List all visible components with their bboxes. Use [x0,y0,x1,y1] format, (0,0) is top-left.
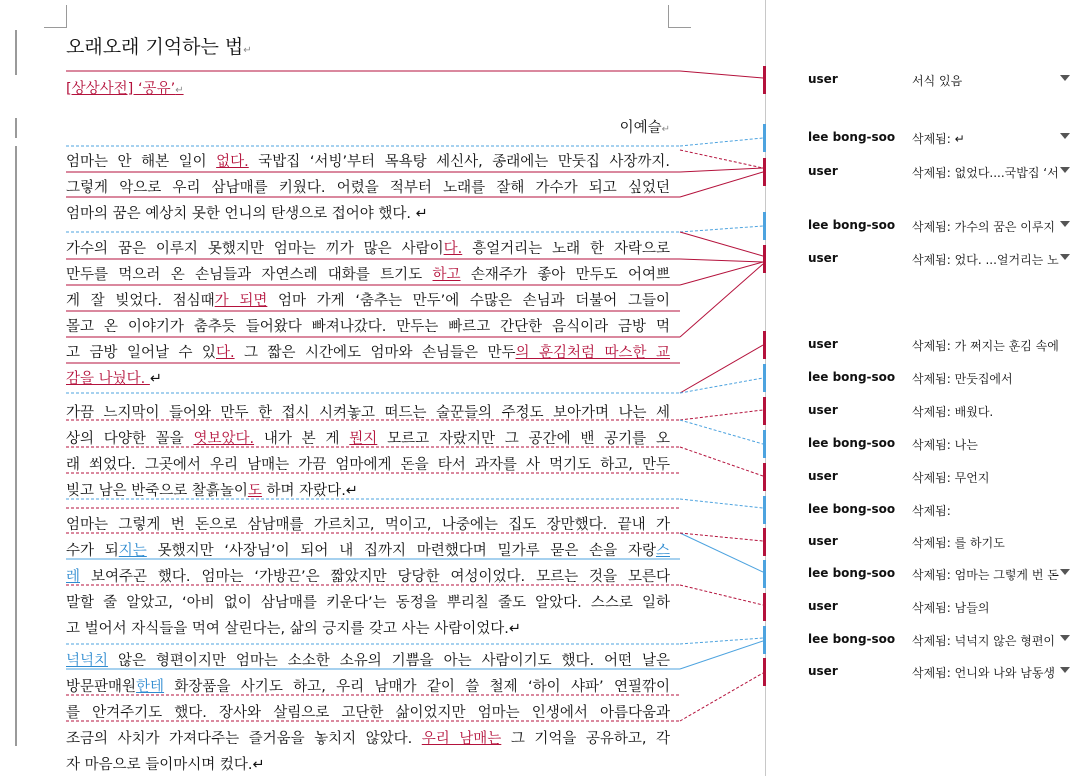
inserted-text: 레 [66,569,81,585]
inserted-text: 다. [443,241,463,257]
revision-marker [763,463,766,491]
chevron-down-icon[interactable] [1060,569,1070,575]
inserted-text: 없다. [216,154,249,170]
text-run: 엄마의 꿈은 예상치 못한 언니의 탄생으로 접어야 했다. ↵ [66,206,428,222]
text-run: 손재주가 좋아 만두도 어여쁘 [460,267,670,283]
revision-marker [763,626,766,654]
text-run: 하며 자랐다.↵ [261,483,358,499]
revision-balloon[interactable] [766,403,1083,425]
inserted-text: 가 되면 [214,293,268,309]
chevron-down-icon[interactable] [1060,635,1070,641]
chevron-down-icon[interactable] [1060,667,1070,673]
text-line[interactable] [66,401,670,422]
text-run: 를 안겨주기도 했다. 장사와 살림으로 고단한 삶이었지만 엄마는 인생에서 아름다움과 [66,705,670,721]
text-run: 수가 되 [66,543,119,559]
revision-marker [763,158,766,186]
text-line[interactable] [66,591,670,612]
text-run: 조금의 사치가 가져다주는 즐거움을 놓치지 않았다. [66,731,422,747]
revision-balloon[interactable] [766,469,1083,491]
revision-marker [763,245,766,273]
text-run: 그 짧은 시간에도 엄마와 손님들은 만두 [234,345,516,361]
inserted-text: 스 [655,543,670,559]
text-line[interactable] [66,565,670,586]
revision-author: user [808,403,838,417]
revision-author: user [808,599,838,613]
text-run: 가수의 꿈은 이루지 못했지만 엄마는 끼가 많은 사람이 [66,241,444,257]
revision-author: user [808,664,838,678]
revision-marker [763,496,766,524]
text-run: 래 쐬었다. 그곳에서 우리 남매는 가끔 엄마에게 돈을 타서 과자를 사 먹기도 하고, 만두 [66,457,670,473]
revision-text: 삭제됨: 를 하기도 [912,536,1005,550]
text-run: 내가 본 게 [254,431,350,447]
text-line[interactable] [66,263,670,284]
revision-text: 삭제됨: 만둣집에서 [912,372,1013,386]
text-line[interactable] [66,341,670,362]
revision-author: lee bong-soo [808,370,896,384]
revision-balloon[interactable] [766,251,1083,273]
revision-text: 삭제됨: 엄마는 그렇게 번 돈 [912,568,1059,582]
revision-author: lee bong-soo [808,218,896,232]
inserted-text: 우리 남매는 [421,731,502,747]
revision-balloon[interactable] [766,370,1083,392]
text-line[interactable] [66,617,670,638]
revision-text: 삭제됨: [912,504,951,518]
revision-marker [763,212,766,240]
revision-marker [763,364,766,392]
text-run: 엄마는 안 해본 일이 [66,154,217,170]
crop-mark-top-right [668,5,691,28]
inserted-text: 지는 [118,543,147,559]
text-line[interactable] [66,237,670,258]
text-line[interactable] [66,367,670,388]
revision-text: 삭제됨: ↵ [912,132,965,146]
text-line[interactable] [66,753,670,774]
revision-marker [763,560,766,588]
document-title[interactable]: 오래오래 기억하는 법↵ [66,36,252,58]
change-bar [15,30,17,75]
revision-author: lee bong-soo [808,632,896,646]
text-run: 상의 다양한 꼴을 [66,431,194,447]
revision-text: 삭제됨: 없었다....국밥집 ‘서 [912,166,1059,180]
revision-text: 삭제됨: 무언지 [912,471,990,485]
revision-marker [763,66,766,94]
revision-text: 삭제됨: 넉넉지 않은 형편이 [912,634,1055,648]
chevron-down-icon[interactable] [1060,221,1070,227]
inserted-text: 넉넉치 [66,653,109,669]
revision-author: user [808,251,838,265]
revision-balloon[interactable] [766,664,1083,686]
text-run: 고 벌어서 자식들을 먹여 살린다는, 삶의 긍지를 갖고 사는 사람이었다.↵ [66,621,522,637]
document-author[interactable]: 이예슬↵ [619,120,670,136]
text-run: 그 기억을 공유하고, 각 [501,731,670,747]
revision-balloon[interactable] [766,502,1083,524]
chevron-down-icon[interactable] [1060,133,1070,139]
revision-balloon[interactable] [766,72,1083,94]
revision-text: 삭제됨: 나는 [912,438,978,452]
text-line[interactable] [66,701,670,722]
text-run: 몰고 온 이야기가 춤추듯 들어왔다 빠져나갔다. 만두는 빠르고 간단한 음식이라 금방 먹 [66,319,670,335]
change-bar [15,146,17,746]
text-run: 자 마음으로 들이마시며 컸다.↵ [66,757,265,773]
text-run: 게 잘 빚었다. 점심때 [66,293,215,309]
revision-author: user [808,534,838,548]
text-run: 가끔 느지막이 들어와 만두 한 접시 시켜놓고 떠드는 술꾼들의 주정도 보아가며 나는 세 [66,405,670,421]
text-line[interactable] [66,289,670,310]
inserted-text: 다. [215,345,235,361]
text-run: 그렇게 악으로 우리 삼남매를 키웠다. 어렸을 적부터 노래를 잘해 가수가 되고 싶었던 [66,180,670,196]
markup-pane[interactable] [765,0,1083,776]
revision-author: user [808,337,838,351]
text-run: 엄마는 그렇게 번 돈으로 삼남매를 가르치고, 먹이고, 나중에는 집도 장만했다. 끝내 가 [66,517,670,533]
text-run: ↵ [149,371,163,387]
revision-text: 삭제됨: 남들의 [912,601,990,615]
text-run: 않은 형편이지만 엄마는 소소한 소유의 기쁨을 아는 사람이기도 했다. 어떤 날은 [108,653,670,669]
revision-balloon[interactable] [766,534,1083,556]
document-subtitle[interactable]: [상상사전] ‘공유’↵ [66,81,184,97]
revision-author: user [808,72,838,86]
text-line[interactable] [66,649,670,670]
text-run: 엄마 가게 ‘춤추는 만두’에 수많은 손님과 더불어 그들이 [267,293,670,309]
inserted-text: 엿보았다. [193,431,255,447]
text-line[interactable] [66,315,670,336]
text-run: 고 금방 일어날 수 있 [66,345,216,361]
revision-balloon[interactable] [766,337,1083,359]
revision-marker [763,430,766,458]
revision-text: 서식 있음 [912,74,963,88]
inserted-text: 의 훈김처럼 따스한 교 [515,345,671,361]
inserted-text: 한테 [136,679,165,695]
revision-marker [763,593,766,621]
change-bar [15,118,17,138]
text-line[interactable] [66,202,670,223]
text-line[interactable] [66,513,670,534]
revision-marker [763,658,766,686]
revision-balloon[interactable] [766,436,1083,458]
inserted-text: 감을 나눴다. [66,371,150,387]
text-run: 말할 줄 알았고, ‘아비 없이 삼남매를 키운다’는 동정을 뿌리칠 줄도 알았다. 스스로 일하 [66,595,670,611]
text-run: 화장품을 사기도 하고, 우리 남매가 같이 쓸 철제 ‘하이 샤파’ 연필깎이 [164,679,670,695]
revision-author: lee bong-soo [808,566,896,580]
revision-author: lee bong-soo [808,130,896,144]
text-line[interactable] [66,150,670,171]
text-line[interactable] [66,675,670,696]
text-run: 만두를 먹으러 온 손님들과 자연스레 대화를 트기도 [66,267,433,283]
revision-author: lee bong-soo [808,436,896,450]
revision-balloon[interactable] [766,566,1083,588]
text-run: 빚고 남은 반죽으로 찰흙놀이 [66,483,248,499]
text-line[interactable] [66,453,670,474]
revision-author: lee bong-soo [808,502,896,516]
text-line[interactable] [66,727,670,748]
revision-balloon[interactable] [766,218,1083,240]
revision-text: 삭제됨: 가 쩌지는 훈김 속에 [912,339,1059,353]
revision-balloon[interactable] [766,632,1083,654]
inserted-text: 뭔지 [349,431,378,447]
revision-balloon[interactable] [766,164,1083,186]
chevron-down-icon[interactable] [1060,75,1070,81]
revision-text: 삭제됨: 배웠다. [912,405,994,419]
revision-balloon[interactable] [766,599,1083,621]
text-run: 모르고 자랐지만 그 공간에 밴 공기를 오 [377,431,670,447]
inserted-text: 하고 [432,267,461,283]
text-line[interactable] [66,479,670,500]
revision-marker [763,124,766,152]
chevron-down-icon[interactable] [1060,167,1070,173]
revision-author: user [808,164,838,178]
revision-balloon[interactable] [766,130,1083,152]
inserted-text: 도 [247,483,262,499]
text-run: 방문판매원 [66,679,137,695]
text-line[interactable] [66,539,670,560]
text-line[interactable] [66,176,670,197]
chevron-down-icon[interactable] [1060,254,1070,260]
revision-text: 삭제됨: 언니와 나와 남동생 [912,666,1055,680]
revision-text: 삭제됨: 가수의 꿈은 이루지 [912,220,1055,234]
text-run: 보여주곤 했다. 엄마는 ‘가방끈’은 짧았지만 당당한 여성이었다. 모르는 것을 모른다 [80,569,670,585]
text-line[interactable] [66,427,670,448]
revision-marker [763,528,766,556]
revision-author: user [808,469,838,483]
text-run: 흥얼거리는 노래 한 자락으로 [462,241,670,257]
text-run: 국밥집 ‘서빙’부터 목욕탕 세신사, 종래에는 만둣집 사장까지. [248,154,670,170]
text-run: 못했지만 ‘사장님’이 되어 내 집까지 마련했다며 밀가루 묻은 손을 자랑 [146,543,656,559]
revision-marker [763,331,766,359]
revision-marker [763,397,766,425]
crop-mark-top-left [44,5,67,28]
revision-text: 삭제됨: 었다. ...얼거리는 노 [912,253,1059,267]
